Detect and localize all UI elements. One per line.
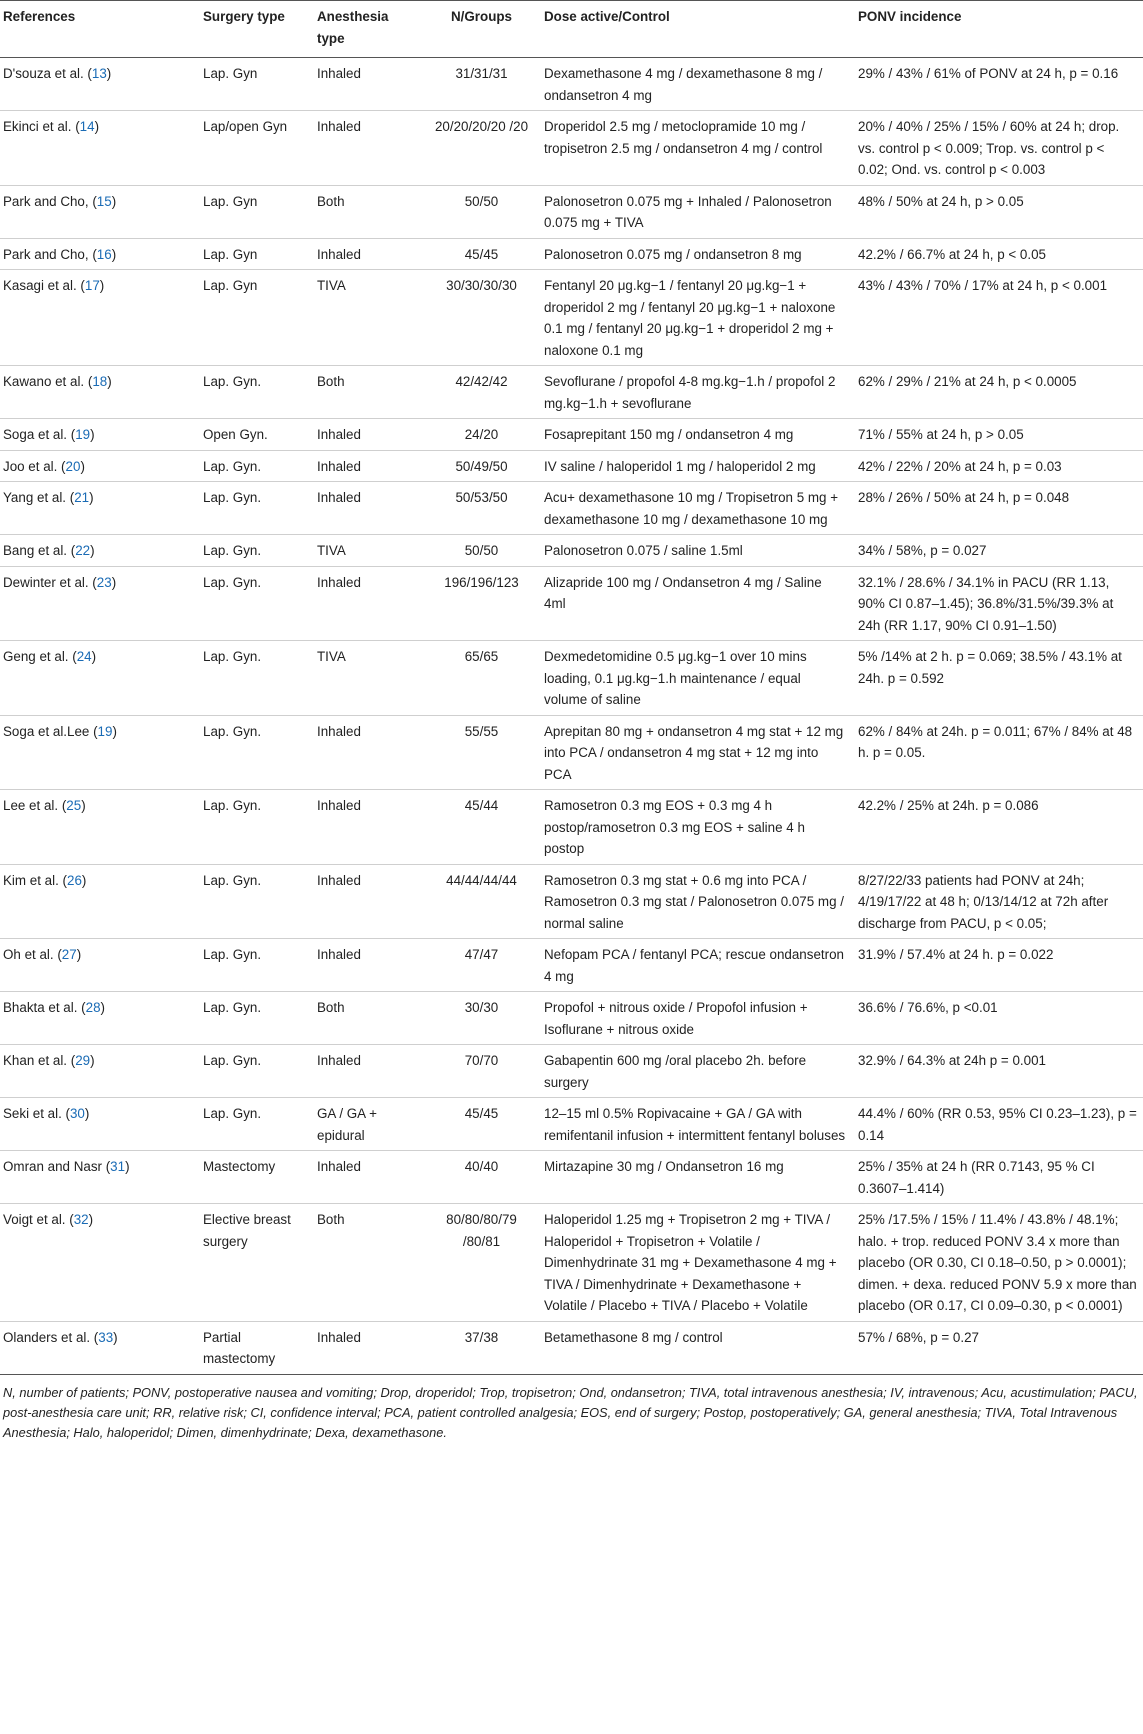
cell-anesthesia-type: Both: [311, 366, 425, 419]
cell-dose: Nefopam PCA / fentanyl PCA; rescue ondansetron 4 mg: [538, 939, 852, 992]
citation-link[interactable]: 26: [67, 872, 82, 888]
cell-n-groups: 55/55: [425, 715, 538, 790]
table-row: [0, 482, 1143, 535]
cell-reference: [0, 1321, 197, 1374]
table-row: [0, 366, 1143, 419]
cell-reference: [0, 535, 197, 567]
cell-surgery-type: Lap. Gyn: [197, 185, 311, 238]
reference-close-paren: ): [100, 1000, 105, 1015]
cell-n-groups: 30/30/30/30: [425, 270, 538, 366]
cell-n-groups: 37/38: [425, 1321, 538, 1374]
cell-dose: Ramosetron 0.3 mg EOS + 0.3 mg 4 h postop/ramosetron 0.3 mg EOS + saline 4 h postop: [538, 790, 852, 865]
cell-n-groups: 44/44/44/44: [425, 864, 538, 939]
reference-close-paren: ): [84, 1106, 90, 1121]
cell-ponv-incidence: 5% /14% at 2 h. p = 0.069; 38.5% / 43.1% at 24h. p = 0.592: [852, 641, 1143, 716]
cell-surgery-type: Lap. Gyn.: [197, 366, 311, 419]
reference-author: Kasagi et al. (: [3, 278, 85, 293]
cell-reference: [0, 270, 197, 366]
cell-anesthesia-type: Inhaled: [311, 939, 425, 992]
cell-reference: [0, 419, 197, 451]
cell-ponv-incidence: 20% / 40% / 25% / 15% / 60% at 24 h; drop. vs. control p < 0.009; Trop. vs. control p < 0.02; Ond. vs. control p < 0.003: [852, 111, 1143, 186]
cell-n-groups: 196/196/123: [425, 566, 538, 641]
table-row: [0, 58, 1143, 111]
cell-surgery-type: Lap. Gyn: [197, 270, 311, 366]
header-references: References: [0, 1, 197, 58]
citation-link[interactable]: 25: [66, 798, 82, 813]
cell-ponv-incidence: 57% / 68%, p = 0.27: [852, 1321, 1143, 1374]
cell-anesthesia-type: Inhaled: [311, 566, 425, 641]
reference-author: Seki et al. (: [3, 1106, 70, 1121]
table-row: [0, 270, 1143, 366]
reference-close-paren: ): [81, 798, 86, 813]
citation-link[interactable]: 19: [97, 723, 113, 739]
reference-close-paren: ): [80, 458, 85, 474]
table-row: [0, 566, 1143, 641]
reference-author: Voigt et al. (: [3, 1212, 74, 1227]
reference-author: Bhakta et al. (: [3, 1000, 86, 1015]
cell-anesthesia-type: GA / GA + epidural: [311, 1098, 425, 1151]
reference-close-paren: ): [125, 1159, 130, 1174]
cell-ponv-incidence: 42% / 22% / 20% at 24 h, p = 0.03: [852, 450, 1143, 482]
table-row: [0, 450, 1143, 482]
reference-close-paren: ): [90, 543, 95, 558]
reference-author: Soga et al.Lee (: [3, 723, 98, 739]
reference-author: Joo et al. (: [3, 458, 66, 474]
reference-author: Dewinter et al. (: [3, 574, 97, 590]
reference-close-paren: ): [113, 1329, 118, 1345]
cell-surgery-type: Lap/open Gyn: [197, 111, 311, 186]
reference-close-paren: ): [111, 246, 117, 262]
reference-author: Bang et al. (: [3, 543, 76, 558]
cell-reference: [0, 992, 197, 1045]
cell-dose: Acu+ dexamethasone 10 mg / Tropisetron 5 mg + dexamethasone 10 mg / dexamethasone 10 mg: [538, 482, 852, 535]
citation-link[interactable]: 22: [75, 543, 91, 558]
table-row: [0, 1321, 1143, 1374]
cell-n-groups: 50/50: [425, 185, 538, 238]
citation-link[interactable]: 20: [65, 458, 81, 474]
header-ponv-incidence: PONV incidence: [852, 1, 1143, 58]
table-row: [0, 1151, 1143, 1204]
citation-link[interactable]: 32: [73, 1212, 89, 1227]
citation-link[interactable]: 23: [96, 574, 112, 590]
reference-author: Park and Cho, (: [3, 193, 97, 209]
table-row: [0, 939, 1143, 992]
reference-author: Park and Cho, (: [3, 246, 97, 262]
citation-link[interactable]: 17: [84, 278, 100, 293]
table-row: [0, 641, 1143, 716]
cell-reference: [0, 111, 197, 186]
reference-close-paren: ): [90, 427, 95, 442]
cell-surgery-type: Lap. Gyn.: [197, 1098, 311, 1151]
cell-surgery-type: Elective breast surgery: [197, 1204, 311, 1322]
reference-close-paren: ): [106, 66, 112, 81]
cell-reference: [0, 715, 197, 790]
cell-n-groups: 70/70: [425, 1045, 538, 1098]
citation-link[interactable]: 16: [96, 246, 112, 262]
citation-link[interactable]: 15: [96, 193, 112, 209]
cell-anesthesia-type: TIVA: [311, 641, 425, 716]
reference-close-paren: ): [112, 723, 117, 739]
cell-reference: [0, 1098, 197, 1151]
cell-ponv-incidence: 48% / 50% at 24 h, p > 0.05: [852, 185, 1143, 238]
reference-close-paren: ): [111, 574, 117, 590]
cell-surgery-type: Lap. Gyn.: [197, 864, 311, 939]
reference-author: Kawano et al. (: [3, 374, 93, 389]
cell-surgery-type: Lap. Gyn.: [197, 992, 311, 1045]
cell-n-groups: 45/45: [425, 238, 538, 270]
cell-surgery-type: Lap. Gyn.: [197, 1045, 311, 1098]
citation-link[interactable]: 28: [85, 1000, 101, 1015]
reference-author: Kim et al. (: [3, 872, 67, 888]
cell-anesthesia-type: Both: [311, 992, 425, 1045]
cell-n-groups: 50/50: [425, 535, 538, 567]
cell-n-groups: 31/31/31: [425, 58, 538, 111]
cell-ponv-incidence: 36.6% / 76.6%, p <0.01: [852, 992, 1143, 1045]
cell-reference: [0, 450, 197, 482]
citation-link[interactable]: 13: [91, 66, 107, 81]
cell-dose: 12–15 ml 0.5% Ropivacaine + GA / GA with remifentanil infusion + intermittent fentanyl boluses: [538, 1098, 852, 1151]
cell-reference: [0, 790, 197, 865]
cell-ponv-incidence: 44.4% / 60% (RR 0.53, 95% CI 0.23–1.23), p = 0.14: [852, 1098, 1143, 1151]
cell-ponv-incidence: 32.9% / 64.3% at 24h p = 0.001: [852, 1045, 1143, 1098]
cell-n-groups: 24/20: [425, 419, 538, 451]
citation-link[interactable]: 18: [92, 374, 108, 389]
citation-link[interactable]: 27: [61, 947, 77, 962]
cell-n-groups: 40/40: [425, 1151, 538, 1204]
table-row: [0, 185, 1143, 238]
cell-dose: Ramosetron 0.3 mg stat + 0.6 mg into PCA / Ramosetron 0.3 mg stat / Palonosetron 0.075 mg / normal saline: [538, 864, 852, 939]
cell-ponv-incidence: 42.2% / 66.7% at 24 h, p < 0.05: [852, 238, 1143, 270]
cell-dose: Dexamethasone 4 mg / dexamethasone 8 mg / ondansetron 4 mg: [538, 58, 852, 111]
cell-reference: [0, 1151, 197, 1204]
cell-n-groups: 42/42/42: [425, 366, 538, 419]
reference-author: Oh et al. (: [3, 947, 62, 962]
cell-ponv-incidence: 62% / 29% / 21% at 24 h, p < 0.0005: [852, 366, 1143, 419]
reference-author: Soga et al. (: [3, 427, 76, 442]
cell-dose: IV saline / haloperidol 1 mg / haloperidol 2 mg: [538, 450, 852, 482]
table-row: [0, 715, 1143, 790]
cell-anesthesia-type: Inhaled: [311, 864, 425, 939]
cell-surgery-type: Lap. Gyn.: [197, 641, 311, 716]
reference-author: Lee et al. (: [3, 798, 67, 813]
table-row: [0, 864, 1143, 939]
cell-surgery-type: Open Gyn.: [197, 419, 311, 451]
table-row: [0, 1204, 1143, 1322]
cell-surgery-type: Lap. Gyn.: [197, 790, 311, 865]
cell-anesthesia-type: Inhaled: [311, 419, 425, 451]
table-row: [0, 992, 1143, 1045]
table-row: [0, 111, 1143, 186]
reference-author: Ekinci et al. (: [3, 119, 80, 134]
reference-close-paren: ): [81, 872, 87, 888]
citation-link[interactable]: 21: [74, 490, 90, 505]
cell-surgery-type: Lap. Gyn.: [197, 482, 311, 535]
cell-reference: [0, 238, 197, 270]
reference-close-paren: ): [76, 947, 82, 962]
table-footnote: N, number of patients; PONV, postoperative nausea and vomiting; Drop, droperidol; Trop, tropisetron; Ond, ondansetron; TIVA, total intravenous anesthesia; IV, intravenous; Acu, acustimulation; PACU, post-anesthesia care unit; RR, relative risk; CI, confidence interval; PCA, patient controlled analgesia; EOS, end of surgery; Postop, postoperatively; GA, general anesthesia; TIVA, Total Intravenous Anesthesia; Halo, haloperidol; Dimen, dimenhydrinate; Dexa, dexamethasone.: [3, 1384, 1138, 1440]
header-n-groups: N/Groups: [425, 1, 538, 58]
citation-link[interactable]: 33: [98, 1329, 114, 1345]
cell-dose: Haloperidol 1.25 mg + Tropisetron 2 mg + TIVA / Haloperidol + Tropisetron + Volatile / Dimenhydrinate 31 mg + Dexamethasone 4 mg + TIVA / Dimenhydrinate + Dexamethasone + Volatile / Placebo + TIVA / Placebo + Volatile: [538, 1204, 852, 1322]
cell-n-groups: 65/65: [425, 641, 538, 716]
citation-link[interactable]: 29: [75, 1053, 91, 1068]
cell-anesthesia-type: Inhaled: [311, 790, 425, 865]
cell-reference: [0, 641, 197, 716]
table-header-row: [0, 1, 1143, 58]
cell-surgery-type: Lap. Gyn: [197, 238, 311, 270]
cell-surgery-type: Lap. Gyn.: [197, 939, 311, 992]
table-row: [0, 1098, 1143, 1151]
cell-ponv-incidence: 25% / 35% at 24 h (RR 0.7143, 95 % CI 0.3607–1.414): [852, 1151, 1143, 1204]
table-row: [0, 419, 1143, 451]
reference-close-paren: ): [89, 490, 94, 505]
cell-dose: Palonosetron 0.075 mg / ondansetron 8 mg: [538, 238, 852, 270]
cell-n-groups: 45/45: [425, 1098, 538, 1151]
cell-reference: [0, 864, 197, 939]
reference-close-paren: ): [94, 119, 100, 134]
cell-reference: [0, 58, 197, 111]
cell-dose: Droperidol 2.5 mg / metoclopramide 10 mg / tropisetron 2.5 mg / ondansetron 4 mg / control: [538, 111, 852, 186]
cell-reference: [0, 1204, 197, 1322]
citation-link[interactable]: 24: [76, 649, 92, 664]
cell-reference: [0, 939, 197, 992]
cell-surgery-type: Lap. Gyn.: [197, 566, 311, 641]
cell-surgery-type: Lap. Gyn.: [197, 715, 311, 790]
cell-reference: [0, 1045, 197, 1098]
cell-reference: [0, 482, 197, 535]
cell-anesthesia-type: Inhaled: [311, 482, 425, 535]
cell-ponv-incidence: 25% /17.5% / 15% / 11.4% / 43.8% / 48.1%; halo. + trop. reduced PONV 3.4 x more than placebo (OR 0.30, CI 0.18–0.50, p > 0.0001); dimen. + dexa. reduced PONV 5.9 x more than placebo (OR 0.17, CI 0.09–0.30, p < 0.0001): [852, 1204, 1143, 1322]
cell-reference: [0, 366, 197, 419]
table-row: [0, 790, 1143, 865]
cell-ponv-incidence: 29% / 43% / 61% of PONV at 24 h, p = 0.16: [852, 58, 1143, 111]
reference-author: Yang et al. (: [3, 490, 75, 505]
citation-link[interactable]: 14: [79, 119, 95, 134]
reference-author: Geng et al. (: [3, 649, 77, 664]
cell-ponv-incidence: 32.1% / 28.6% / 34.1% in PACU (RR 1.13, 90% CI 0.87–1.45); 36.8%/31.5%/39.3% at 24h (RR 1.17, 90% CI 0.91–1.50): [852, 566, 1143, 641]
cell-anesthesia-type: Inhaled: [311, 238, 425, 270]
cell-n-groups: 80/80/80/79 /80/81: [425, 1204, 538, 1322]
header-dose: Dose active/Control: [538, 1, 852, 58]
cell-surgery-type: Partial mastectomy: [197, 1321, 311, 1374]
cell-n-groups: 30/30: [425, 992, 538, 1045]
cell-reference: [0, 566, 197, 641]
cell-anesthesia-type: Inhaled: [311, 1321, 425, 1374]
cell-ponv-incidence: 28% / 26% / 50% at 24 h, p = 0.048: [852, 482, 1143, 535]
cell-n-groups: 50/49/50: [425, 450, 538, 482]
cell-dose: Alizapride 100 mg / Ondansetron 4 mg / Saline 4ml: [538, 566, 852, 641]
cell-ponv-incidence: 62% / 84% at 24h. p = 0.011; 67% / 84% at 48 h. p = 0.05.: [852, 715, 1143, 790]
table-row: [0, 1045, 1143, 1098]
reference-close-paren: ): [111, 193, 117, 209]
reference-close-paren: ): [107, 374, 112, 389]
cell-ponv-incidence: 34% / 58%, p = 0.027: [852, 535, 1143, 567]
cell-anesthesia-type: TIVA: [311, 270, 425, 366]
cell-dose: Sevoflurane / propofol 4-8 mg.kg−1.h / propofol 2 mg.kg−1.h + sevoflurane: [538, 366, 852, 419]
cell-anesthesia-type: Inhaled: [311, 715, 425, 790]
cell-dose: Fentanyl 20 μg.kg−1 / fentanyl 20 μg.kg−1 + droperidol 2 mg / fentanyl 20 μg.kg−1 + naloxone 0.1 mg / fentanyl 20 μg.kg−1 + droperidol 2 mg + naloxone 0.1 mg: [538, 270, 852, 366]
cell-surgery-type: Lap. Gyn.: [197, 535, 311, 567]
reference-close-paren: ): [88, 1212, 94, 1227]
cell-dose: Palonosetron 0.075 mg + Inhaled / Palonosetron 0.075 mg + TIVA: [538, 185, 852, 238]
cell-ponv-incidence: 42.2% / 25% at 24h. p = 0.086: [852, 790, 1143, 865]
cell-anesthesia-type: TIVA: [311, 535, 425, 567]
cell-dose: Aprepitan 80 mg + ondansetron 4 mg stat + 12 mg into PCA / ondansetron 4 mg stat + 12 mg into PCA: [538, 715, 852, 790]
reference-author: D'souza et al. (: [3, 66, 92, 81]
cell-anesthesia-type: Inhaled: [311, 450, 425, 482]
cell-dose: Propofol + nitrous oxide / Propofol infusion + Isoflurane + nitrous oxide: [538, 992, 852, 1045]
cell-anesthesia-type: Both: [311, 185, 425, 238]
cell-dose: Gabapentin 600 mg /oral placebo 2h. before surgery: [538, 1045, 852, 1098]
reference-close-paren: ): [91, 649, 97, 664]
cell-ponv-incidence: 8/27/22/33 patients had PONV at 24h; 4/19/17/22 at 48 h; 0/13/14/12 at 72h after discharge from PACU, p < 0.05;: [852, 864, 1143, 939]
reference-author: Omran and Nasr (: [3, 1159, 111, 1174]
table-row: [0, 535, 1143, 567]
cell-dose: Mirtazapine 30 mg / Ondansetron 16 mg: [538, 1151, 852, 1204]
table-body: [0, 58, 1143, 1375]
cell-dose: Fosaprepitant 150 mg / ondansetron 4 mg: [538, 419, 852, 451]
cell-ponv-incidence: 31.9% / 57.4% at 24 h. p = 0.022: [852, 939, 1143, 992]
reference-close-paren: ): [99, 278, 105, 293]
header-anesthesia-type: Anesthesia type: [311, 1, 425, 58]
cell-anesthesia-type: Inhaled: [311, 111, 425, 186]
cell-anesthesia-type: Inhaled: [311, 58, 425, 111]
cell-reference: [0, 185, 197, 238]
cell-anesthesia-type: Inhaled: [311, 1151, 425, 1204]
cell-n-groups: 50/53/50: [425, 482, 538, 535]
cell-dose: Betamethasone 8 mg / control: [538, 1321, 852, 1374]
cell-anesthesia-type: Both: [311, 1204, 425, 1322]
citation-link[interactable]: 19: [75, 427, 91, 442]
citation-link[interactable]: 31: [110, 1159, 126, 1174]
cell-ponv-incidence: 71% / 55% at 24 h, p > 0.05: [852, 419, 1143, 451]
cell-surgery-type: Lap. Gyn.: [197, 450, 311, 482]
cell-n-groups: 45/44: [425, 790, 538, 865]
table-row: [0, 238, 1143, 270]
reference-author: Khan et al. (: [3, 1053, 76, 1068]
reference-author: Olanders et al. (: [3, 1329, 99, 1345]
cell-dose: Palonosetron 0.075 / saline 1.5ml: [538, 535, 852, 567]
cell-ponv-incidence: 43% / 43% / 70% / 17% at 24 h, p < 0.001: [852, 270, 1143, 366]
cell-surgery-type: Lap. Gyn: [197, 58, 311, 111]
cell-n-groups: 47/47: [425, 939, 538, 992]
cell-surgery-type: Mastectomy: [197, 1151, 311, 1204]
header-surgery-type: Surgery type: [197, 1, 311, 58]
citation-link[interactable]: 30: [69, 1106, 85, 1121]
cell-dose: Dexmedetomidine 0.5 μg.kg−1 over 10 mins loading, 0.1 μg.kg−1.h maintenance / equal volume of saline: [538, 641, 852, 716]
cell-n-groups: 20/20/20/20 /20: [425, 111, 538, 186]
reference-close-paren: ): [90, 1053, 95, 1068]
cell-anesthesia-type: Inhaled: [311, 1045, 425, 1098]
